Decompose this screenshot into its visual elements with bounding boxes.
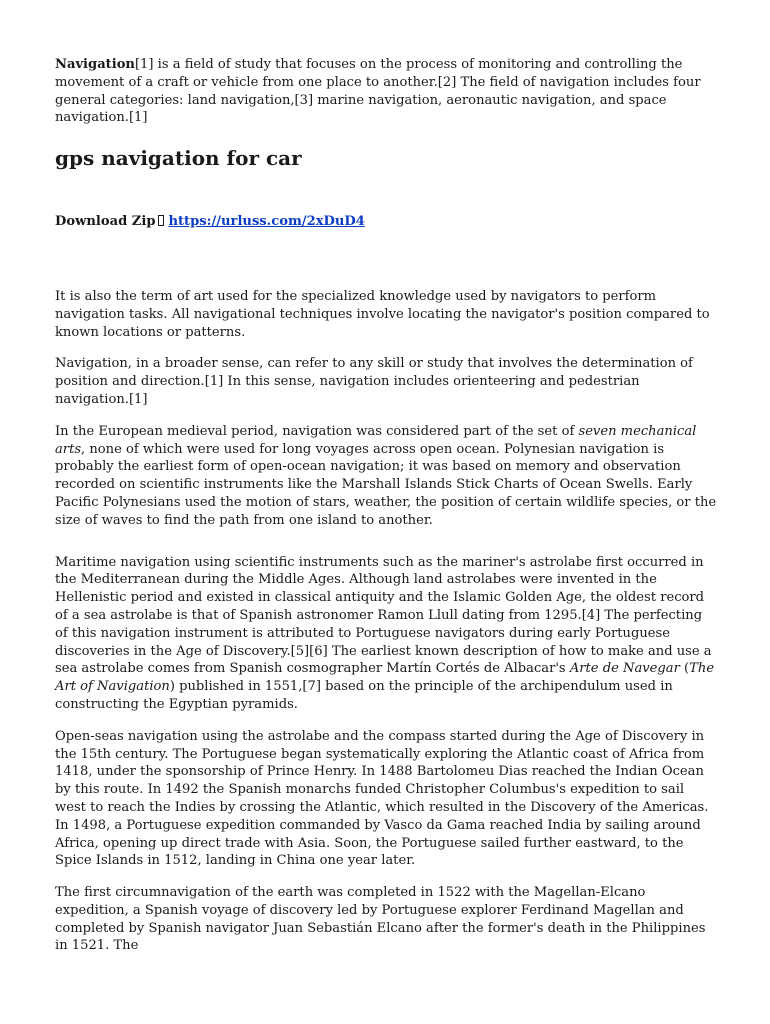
paragraph-4-italic-translation: The Art of Navigation xyxy=(55,661,715,695)
spacer xyxy=(55,231,715,288)
intro-bold-term: Navigation xyxy=(55,57,135,72)
paragraph-5: Open-seas navigation using the astrolabe and the compass started during the Age of Discovery in the 15th century. The Portuguese began systematically exploring the Atlantic coast of Africa from 1418, under the sponsorship of Prince Henry. In 1488 Bartolomeu Dias reached the Indian Ocean by this route. In 1492 the Spanish monarchs funded Christopher Columbus's expedition to sail west to reach the Indies by crossing the Atlantic, which resulted in the Discovery of the Americas. In 1498, a Portuguese expedition commanded by Vasco da Gama reached India by sailing around Africa, opening up direct trade with Asia. Soon, the Portuguese sailed further eastward, to the Spice Islands in 1512, landing in China one year later. xyxy=(55,728,709,869)
paragraph-3-italic: seven mechanical arts xyxy=(55,423,697,457)
page-heading: gps navigation for car xyxy=(55,146,302,171)
download-line xyxy=(55,213,715,231)
paragraph-4 xyxy=(55,554,717,714)
download-link[interactable]: https://urluss.com/2xDuD4 xyxy=(168,214,365,230)
paragraph-3-text-a: In the European medieval period, navigation was considered part of the set of xyxy=(55,423,579,439)
paragraph-4-italic-title: Arte de Navegar xyxy=(569,661,680,677)
unknown-glyph-icon xyxy=(158,215,164,226)
download-label: Download Zip xyxy=(55,214,156,230)
paragraph-2: Navigation, in a broader sense, can refer to any skill or study that involves the determination of position and direction.[1] In this sense, navigation includes orienteering and pedestrian navigation.[1] xyxy=(55,356,693,407)
paragraph-3-text-b: , none of which were used for long voyages across open ocean. Polynesian navigation is probably the earliest form of open-ocean navigation; it was based on memory and observation recorded on scientific instruments like the Marshall Islands Stick Charts of Ocean Swells. Early Pacific Polynesians used the motion of stars, weather, the position of certain wildlife species, or the size of waves to find the path from one island to another. xyxy=(55,441,717,528)
intro-paragraph xyxy=(55,56,717,127)
paragraph-4-text-c: ) published in 1551,[7] based on the principle of the archipendulum used in constructing the Egyptian pyramids. xyxy=(55,679,673,712)
spacer xyxy=(55,544,715,554)
paragraph-3 xyxy=(55,423,717,530)
intro-text: [1] is a field of study that focuses on the process of monitoring and controlling the movement of a craft or vehicle from one place to another.[2] The field of navigation includes four general categories: land navigation,[3] marine navigation, aeronautic navigation, and space navigation.[1] xyxy=(55,57,701,126)
paragraph-4-text-b: ( xyxy=(679,661,690,677)
paragraph-1: It is also the term of art used for the specialized knowledge used by navigators to perform navigation tasks. All navigational techniques involve locating the navigator's position compared to known locations or patterns. xyxy=(55,288,710,340)
paragraph-4-text-a: Maritime navigation using scientific instruments such as the mariner's astrolabe first occurred in the Mediterranean during the Middle Ages. Although land astrolabes were invented in the Hellenistic period and existed in classical antiquity and the Islamic Golden Age, the oldest record of a sea astrolabe is that of Spanish astronomer Ramon Llull dating from 1295.[4] The perfecting of this navigation instrument is attributed to Portuguese navigators during early Portuguese discoveries in the Age of Discovery.[5][6] The earliest known description of how to make and use a sea astrolabe comes from Spanish cosmographer Martín Cortés de Albacar's xyxy=(55,554,712,677)
paragraph-6: The first circumnavigation of the earth was completed in 1522 with the Magellan-Elcano expedition, a Spanish voyage of discovery led by Portuguese explorer Ferdinand Magellan and completed by Spanish navigator Juan Sebastián Elcano after the former's death in the Philippines in 1521. The xyxy=(55,885,706,954)
